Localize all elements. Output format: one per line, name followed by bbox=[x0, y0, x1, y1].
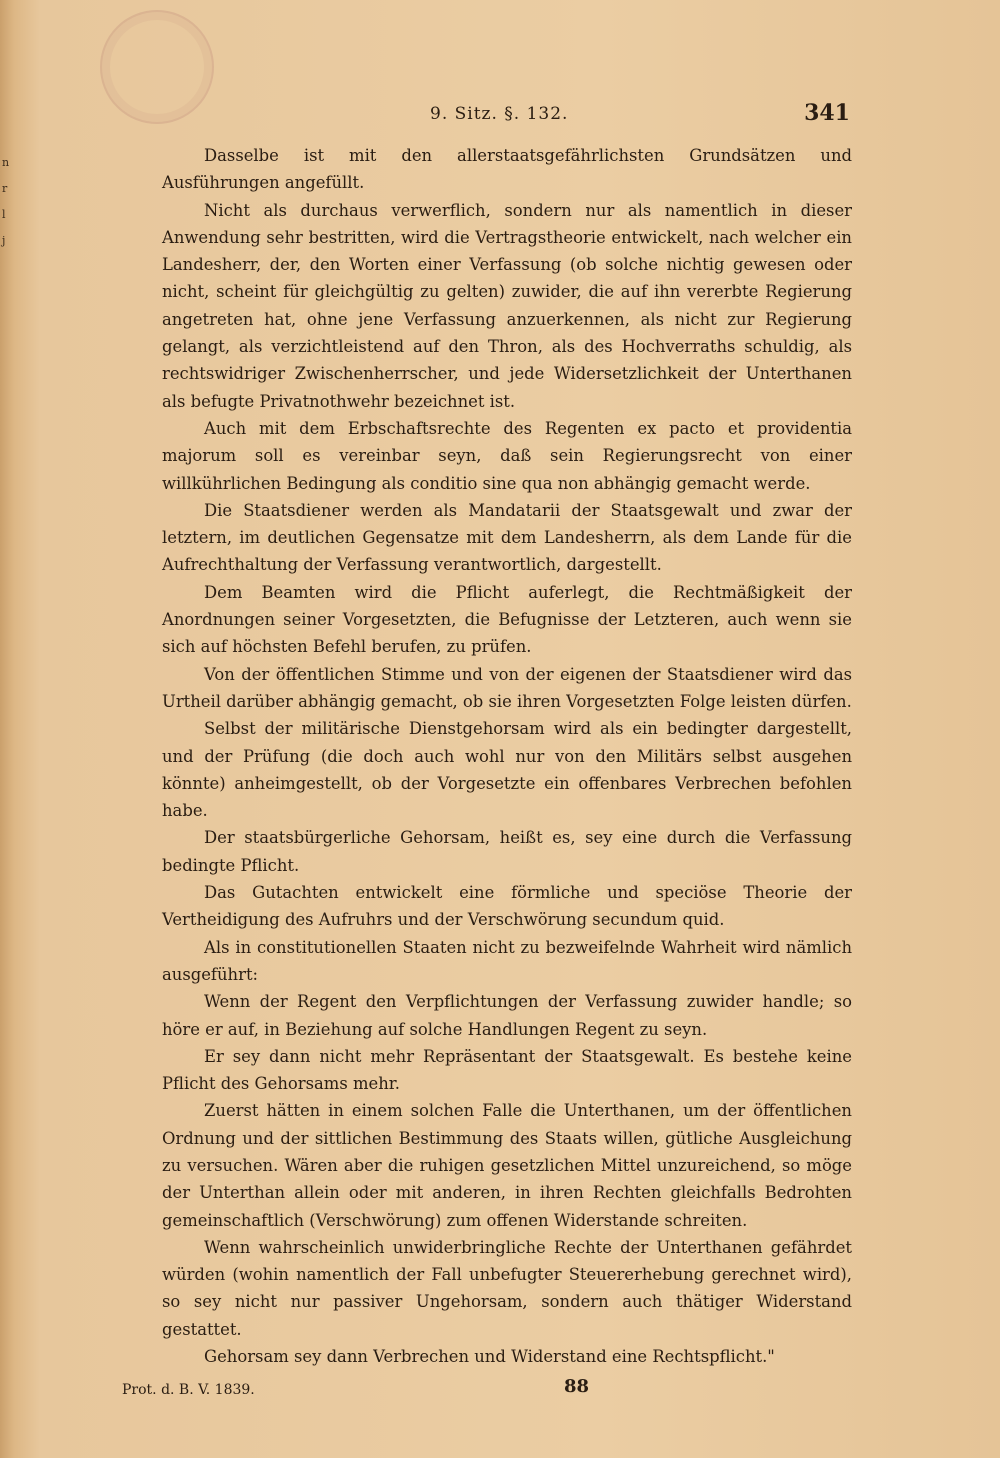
edge-mark: r bbox=[2, 182, 8, 195]
paragraph: Dasselbe ist mit den allerstaatsgefährlichsten Grundsätzen und Ausführungen angefüllt. bbox=[162, 146, 852, 193]
paragraph: Gehorsam sey dann Verbrechen und Widerstand eine Rechtspflicht." bbox=[204, 1347, 775, 1367]
paragraph: Nicht als durchaus verwerflich, sondern nur als namentlich in dieser Anwendung sehr bestritten, wird die Vertragstheorie entwickelt, nach welcher ein Landesherr, der, den Worten einer Verfassung (ob solche nichtig gewesen oder nicht, scheint für gleichgültig zu gelten) zuwider, die auf ihn vererbte Regierung angetreten hat, ohne jene Verfassung anzuerkennen, als nicht zur Regierung gelangt, als verzichtleistend auf den Thron, als des Hochverraths schuldig, als rechtswidriger Zwischenherrscher, und jede Widersetzlichkeit der Unterthanen als befugte Privatnothwehr bezeichnet ist. bbox=[162, 200, 852, 411]
paragraph: Wenn wahrscheinlich unwiderbringliche Rechte der Unterthanen gefährdet würden (wohin namentlich der Fall unbefugter Steuererhebung gerechnet wird), so sey nicht nur passiver Ungehorsam, sondern auch thätiger Widerstand gestattet. bbox=[162, 1237, 852, 1339]
paragraph: Auch mit dem Erbschaftsrechte des Regenten ex pacto et providentia majorum soll es vereinbar seyn, daß sein Regierungsrecht von einer willkührlichen Bedingung als conditio sine qua non abhängig gemacht werde. bbox=[162, 418, 852, 493]
adjacent-page-edge bbox=[2, 150, 12, 254]
paragraph: Die Staatsdiener werden als Mandatarii der Staatsgewalt und zwar der letztern, im deutlichen Gegensatze mit dem Landesherrn, als dem Lande für die Aufrechthaltung der Verfassung verantwortlich, dargestellt. bbox=[162, 500, 852, 575]
page-number: 341 bbox=[804, 100, 850, 126]
paragraph: Zuerst hätten in einem solchen Falle die Unterthanen, um der öffentlichen Ordnung und der sittlichen Bestimmung des Staats willen, gütliche Ausgleichung zu versuchen. Wären aber die ruhigen gesetzlichen Mittel unzureichend, so möge der Unterthan allein oder mit anderen, in ihren Rechten gleichfalls Bedrohten gemeinschaftlich (Verschwörung) zum offenen Widerstande schreiten. bbox=[162, 1101, 852, 1230]
footer-reference: Prot. d. B. V. 1839. bbox=[122, 1382, 255, 1398]
edge-mark: n bbox=[2, 156, 10, 169]
paragraph: Das Gutachten entwickelt eine förmliche und speciöse Theorie der Vertheidigung des Aufruhrs und der Verschwörung secundum quid. bbox=[162, 883, 852, 930]
sheet-signature: 88 bbox=[564, 1376, 590, 1397]
body-text bbox=[162, 142, 852, 1370]
running-head: 9. Sitz. §. 132. bbox=[430, 104, 569, 124]
paragraph: Er sey dann nicht mehr Repräsentant der Staatsgewalt. Es bestehe keine Pflicht des Gehorsams mehr. bbox=[162, 1046, 852, 1094]
paragraph: Von der öffentlichen Stimme und von der eigenen der Staatsdiener wird das Urtheil darüber abhängig gemacht, ob sie ihren Vorgesetzten Folge leisten dürfen. bbox=[162, 664, 852, 711]
page-header bbox=[160, 100, 850, 130]
paragraph: Dem Beamten wird die Pflicht auferlegt, die Rechtmäßigkeit der Anordnungen seiner Vorgesetzten, die Befugnisse der Letzteren, auch wenn sie sich auf höchsten Befehl berufen, zu prüfen. bbox=[162, 582, 852, 657]
edge-mark: j bbox=[2, 234, 6, 247]
paragraph: Wenn der Regent den Verpflichtungen der Verfassung zuwider handle; so höre er auf, in Beziehung auf solche Handlungen Regent zu seyn. bbox=[162, 992, 852, 1039]
paragraph: Der staatsbürgerliche Gehorsam, heißt es, sey eine durch die Verfassung bedingte Pflicht. bbox=[162, 828, 852, 875]
edge-mark: l bbox=[2, 208, 6, 221]
paragraph: Selbst der militärische Dienstgehorsam wird als ein bedingter dargestellt, und der Prüfung (die doch auch wohl nur von den Militärs selbst ausgehen könnte) anheimgestellt, ob der Vorgesetzte ein offenbares Verbrechen befohlen habe. bbox=[162, 719, 852, 821]
paragraph: Als in constitutionellen Staaten nicht zu bezweifelnde Wahrheit wird nämlich ausgeführt: bbox=[162, 937, 852, 984]
